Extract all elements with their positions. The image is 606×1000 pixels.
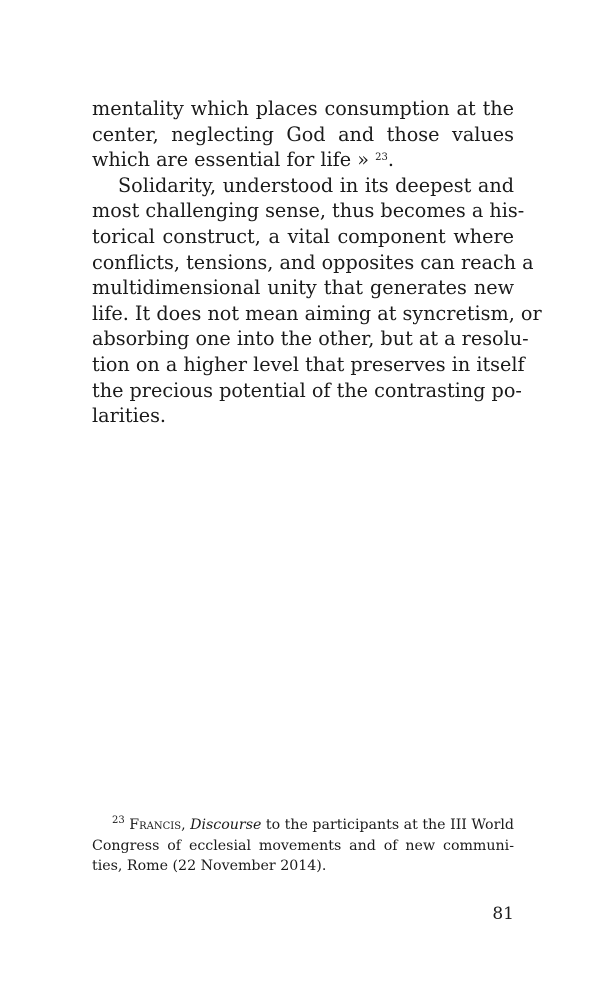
text-line: multidimensional unity that generates new	[92, 276, 514, 300]
footnote-title: Discourse	[190, 817, 262, 833]
text-line-last	[92, 147, 514, 173]
text-line: tion on a higher level that preserves in itself	[92, 352, 525, 376]
footnote-reference: 23	[375, 152, 388, 164]
text-line: life. It does not mean aiming at syncretism, or	[92, 301, 542, 325]
paragraph-2	[92, 173, 542, 429]
text-line: conflicts, tensions, and opposites can reach a	[92, 250, 534, 274]
footnote-line-last: ties, Rome (22 November 2014).	[92, 858, 327, 874]
page-number: 81	[492, 904, 514, 924]
footnote-text: to the participants at the III World	[261, 817, 514, 833]
text-line: torical construct, a vital component where	[92, 224, 514, 248]
text-line: mentality which places consumption at the	[92, 97, 514, 120]
footnote-line	[92, 815, 514, 836]
footnote-author: Francis,	[129, 817, 186, 833]
footnote-marker: 23	[112, 815, 125, 826]
text-line: the precious potential of the contrasting po-	[92, 378, 522, 402]
footnote-line: Congress of ecclesial movements and of new communi-	[92, 837, 514, 854]
footnote	[92, 815, 514, 877]
main-text-block	[92, 96, 542, 429]
text-line: most challenging sense, thus becomes a his-	[92, 199, 525, 223]
text-line-last: larities.	[92, 404, 167, 428]
text-line: center, neglecting God and those values	[92, 122, 514, 146]
text-line-content: which are essential for life »	[92, 148, 369, 172]
text-line: absorbing one into the other, but at a resolu-	[92, 327, 529, 351]
text-line: Solidarity, understood in its deepest and	[118, 173, 514, 197]
paragraph-1	[92, 96, 514, 173]
text-line-tail: .	[387, 148, 394, 172]
